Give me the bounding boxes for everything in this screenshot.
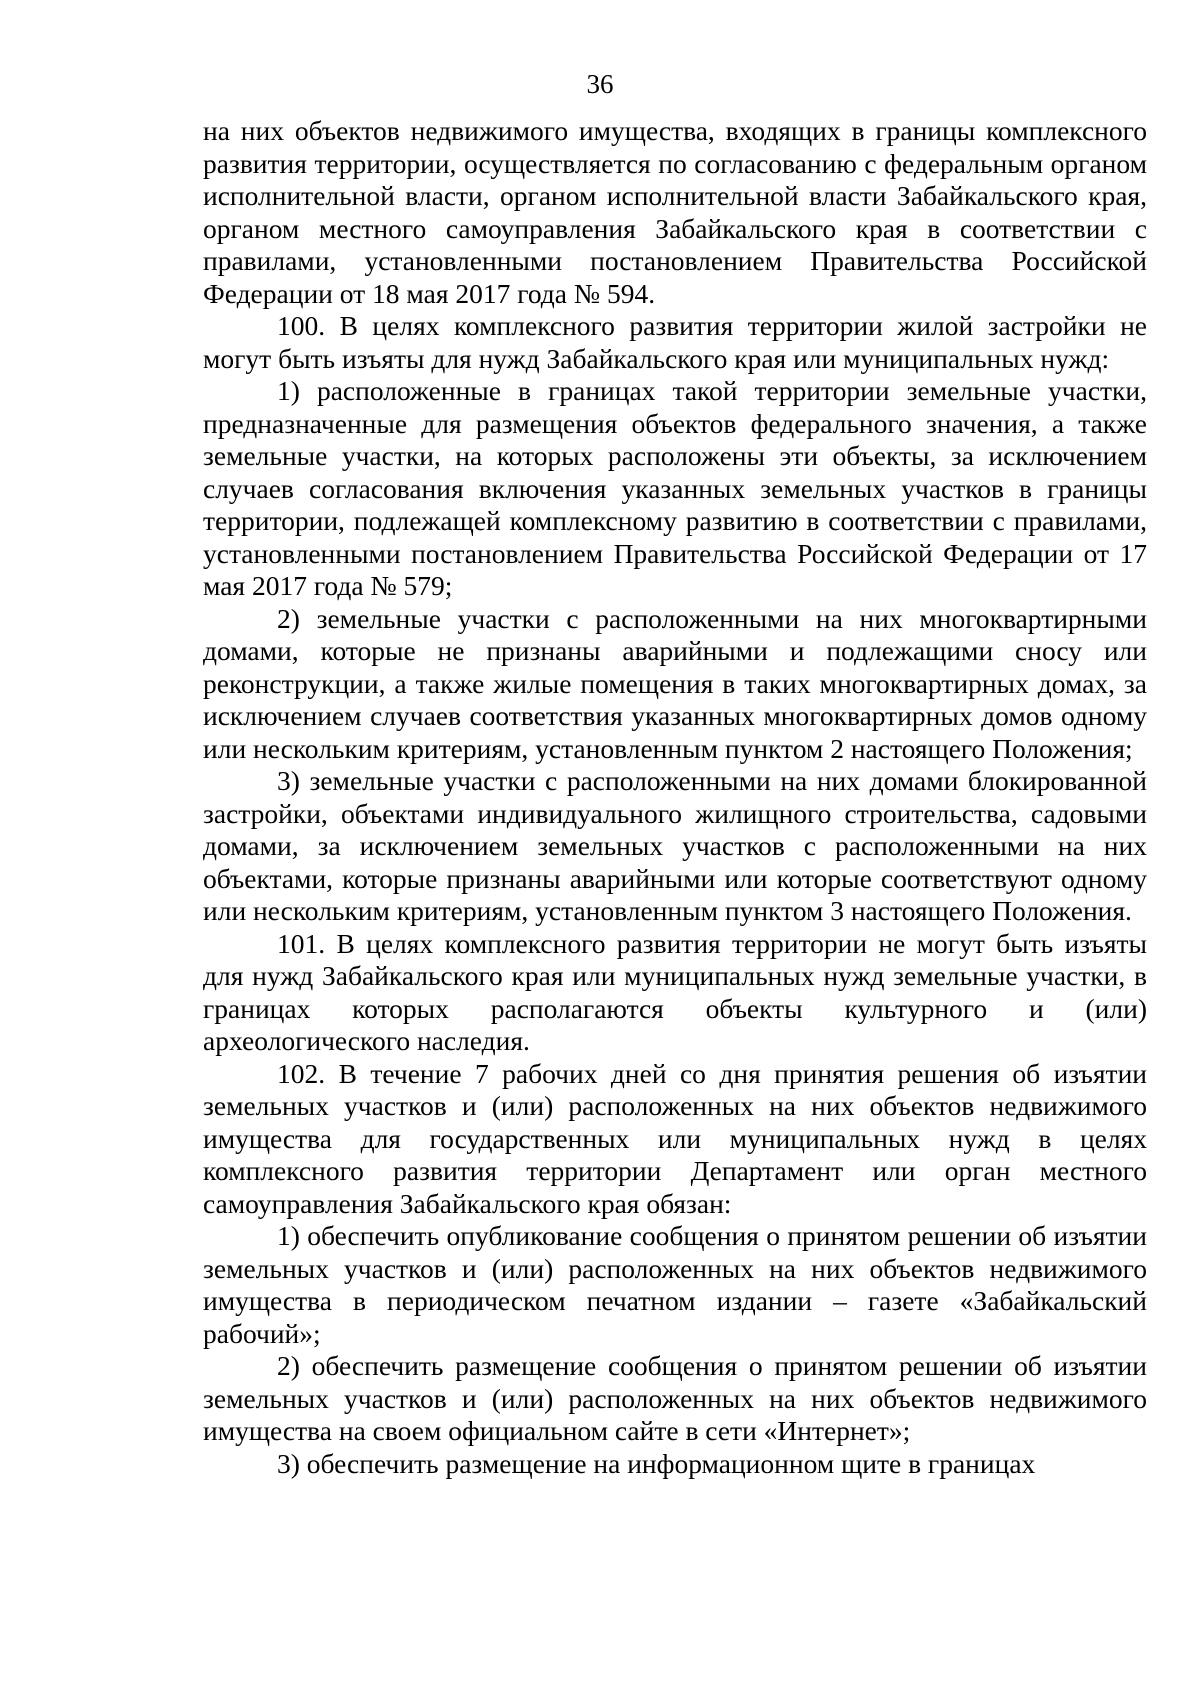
page-number: 36 <box>586 69 614 99</box>
paragraph-continuation: на них объектов недвижимого имущества, входящих в границы комплексного развития территории, осуществляется по согласованию с федеральным органом исполнительной власти, органом исполнительной власти Забайкальского края, органом местного самоуправления Забайкальского края в соответствии с правилами, установленными постановлением Правительства Российской Федерации от 18 мая 2017 года № 594. <box>203 115 1147 309</box>
paragraph-item-100-2: 2) земельные участки с расположенными на них многоквартирными домами, которые не признаны аварийными и подлежащими сносу или реконструкции, а также жилые помещения в таких многоквартирных домах, за исключением случаев соответствия указанных многоквартирных домов одному или нескольким критериям, установленным пунктом 2 настоящего Положения; <box>203 602 1147 764</box>
paragraph-item-101: 101. В целях комплексного развития территории не могут быть изъяты для нужд Забайкальского края или муниципальных нужд земельные участки, в границах которых располагаются объекты культурного и (или) археологического наследия. <box>203 927 1147 1056</box>
paragraph-item-102-1: 1) обеспечить опубликование сообщения о принятом решении об изъятии земельных участков и (или) расположенных на них объектов недвижимого имущества в периодическом печатном издании – газете «Забайкальский рабочий»; <box>203 1220 1147 1349</box>
paragraph-item-100: 100. В целях комплексного развития территории жилой застройки не могут быть изъяты для нужд Забайкальского края или муниципальных нужд: <box>203 310 1147 374</box>
paragraph-item-100-1: 1) расположенные в границах такой территории земельные участки, предназначенные для размещения объектов федерального значения, а также земельные участки, на которых расположены эти объекты, за исключением случаев согласования включения указанных земельных участков в границы территории, подлежащей комплексному развитию в соответствии с правилами, установленными постановлением Правительства Российской Федерации от 17 мая 2017 года № 579; <box>203 375 1147 601</box>
paragraph-item-102: 102. В течение 7 рабочих дней со дня принятия решения об изъятии земельных участков и (или) расположенных на них объектов недвижимого имущества для государственных или муниципальных нужд в целях комплексного развития территории Департамент или орган местного самоуправления Забайкальского края обязан: <box>203 1057 1147 1219</box>
paragraph-item-100-3: 3) земельные участки с расположенными на них домами блокированной застройки, объектами индивидуального жилищного строительства, садовыми домами, за исключением земельных участков с расположенными на них объектами, которые признаны аварийными или которые соответствуют одному или нескольким критериям, установленным пунктом 3 настоящего Положения. <box>203 765 1147 926</box>
paragraph-item-102-3: 3) обеспечить размещение на информационном щите в границах <box>277 1447 1036 1479</box>
paragraph-item-102-2: 2) обеспечить размещение сообщения о принятом решении об изъятии земельных участков и (или) расположенных на них объектов недвижимого имущества на своем официальном сайте в сети «Интернет»; <box>203 1350 1147 1446</box>
document-body <box>203 115 1147 1480</box>
